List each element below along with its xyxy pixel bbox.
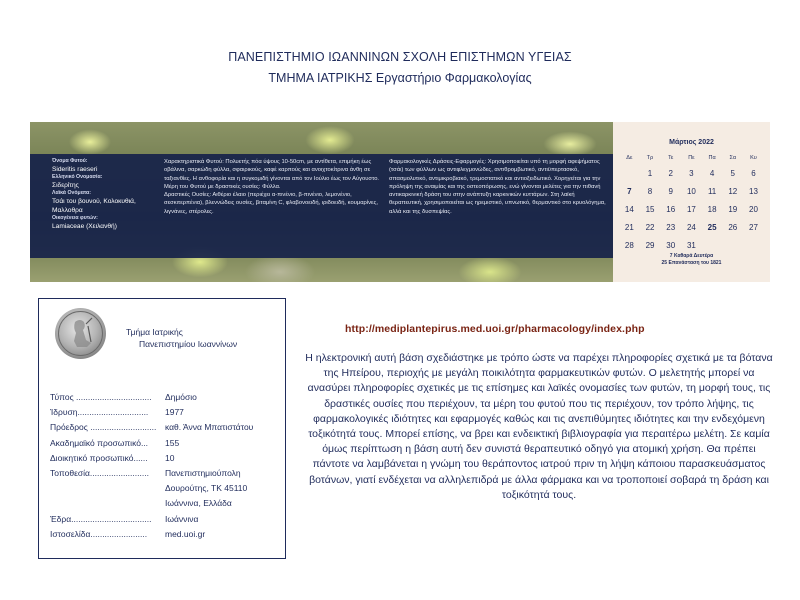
calendar-day: 29 (645, 240, 655, 250)
calendar-day: 26 (728, 222, 738, 232)
calendar-grid (619, 152, 764, 254)
calendar-day: 30 (666, 240, 676, 250)
calendar-day: 20 (749, 204, 758, 214)
weekday-tue: Τρ (646, 155, 654, 161)
calendar-day: 6 (751, 168, 756, 178)
calendar (613, 122, 770, 282)
department-title: ΤΜΗΜΑ ΙΑΤΡΙΚΗΣ Εργαστήριο Φαρμακολογίας (268, 71, 532, 85)
calendar-holiday-notes (613, 253, 770, 267)
info-key: Έδρα.................................. (50, 513, 152, 524)
greek-name-label: Ελληνικό Ονομασία: (52, 174, 103, 180)
characteristics-text: Χαρακτηριστικά Φυτού: Πολυετής πόα ύψους 10-50cm, με αντίθετα, επιμήκη έως οβάλινα, σαρκώδη φύλλα, σφαιρικούς, καφέ καρπούς και ανοιχτοκίτρινα άνθη σε ταξιανθίες. Η ανθοφορία και η συγκομιδή γίνονται από τον Ιούλιο έως τον Αύγουστο. (164, 159, 380, 182)
calendar-day: 4 (709, 168, 715, 178)
calendar-day: 21 (624, 222, 634, 232)
calendar-day: 8 (647, 186, 653, 196)
weekday-mon: Δε (626, 155, 633, 161)
calendar-day: 28 (624, 240, 634, 250)
university-title: ΠΑΝΕΠΙΣΤΗΜΙΟ ΙΩΑΝΝΙΝΩΝ ΣΧΟΛΗ ΕΠΙΣΤΗΜΩΝ ΥΓΕΙΑΣ (228, 50, 572, 64)
weekday-sat: Σα (729, 155, 737, 161)
calendar-week (619, 182, 764, 200)
holiday-note: 25 Επανάσταση του 1821 (661, 260, 722, 266)
active-substances-text: Δραστικές Ουσίες: Αιθέριο έλαιο (περιέχει α-πινένιο, β-πινένιο, λεμονένιο, σεσκιτερπένια), βλεννώδεις ουσίες, βιταμίνη C, φλαβονοειδή, ιριδοειδή, κουμαρίνες, λιγνάνες, στέρολες. (164, 192, 379, 215)
info-value: 155 (165, 437, 180, 448)
info-value: Δημόσιο (165, 392, 197, 402)
info-list (50, 390, 282, 542)
calendar-day: 25 (707, 222, 717, 232)
info-value: καθ. Άννα Μπατιστάτου (165, 422, 254, 433)
info-row-academic-staff (50, 436, 282, 451)
family-value: Lamiaceae (Χειλανθή) (52, 223, 117, 230)
family-label: Οικογένεια φυτών: (52, 215, 98, 221)
database-url-link[interactable]: http://mediplantepirus.med.uoi.gr/pharmacology/index.php (345, 323, 645, 335)
calendar-day: 3 (689, 168, 694, 178)
calendar-day: 18 (707, 204, 717, 214)
active-parts-text: Μέρη του Φυτού με δραστικές ουσίες: Φύλλα. (164, 183, 281, 190)
institution-line2: Πανεπιστημίου Ιωαννίνων (139, 339, 238, 349)
info-row-chair (50, 420, 282, 435)
page-header (0, 50, 800, 85)
holiday-note: 7 Καθαρά Δευτέρα (669, 253, 714, 259)
calendar-day: 27 (749, 222, 758, 232)
university-coin-logo (55, 308, 106, 359)
department-info-box (38, 298, 286, 559)
greek-name-value: Σιδερίτης (52, 182, 79, 189)
calendar-day: 10 (686, 186, 696, 196)
calendar-day: 23 (666, 222, 676, 232)
seated-figure-icon (55, 308, 106, 359)
plant-photo-banner (30, 122, 613, 282)
calendar-weekday-row (619, 152, 764, 164)
info-value: 10 (165, 452, 175, 463)
plant-characteristics-column (164, 158, 386, 216)
info-key: Ίδρυση.............................. (50, 407, 149, 418)
info-value: 1977 (165, 407, 184, 418)
calendar-day: 11 (707, 186, 717, 196)
plant-names-column (52, 158, 160, 231)
calendar-day: 17 (686, 204, 696, 214)
database-description: Η ηλεκτρονική αυτή βάση σχεδιάστηκε με τρόπο ώστε να παρέχει πληροφορίες σχετικά με τα βότανα της Ηπείρου, περιοχής με μεγάλη ποικιλότητα φαρμακευτικών φυτών. Ο μελετητής μπορεί να ανασύρει πληροφορίες σχετικές με τις επίσημες και λαϊκές ονομασίες των φυτών, τη μορφή τους, τις δραστικές ουσίες που περιέχουν, τα μέρη του φυτού που τις περιέχουν, τον τρόπο λήψης, τις φαρμακολογικές ιδιότητες και εφαρμογές καθώς και τις ανεπιθύμητες ιδιότητες και την ενδεχόμενη τοξικότητά τους. Μπορεί επίσης, να βρει και ενδεικτική βιβλιογραφία για περαιτέρω μελέτη. Σε καμία όμως περίπτωση η βάση αυτή δεν συνιστά θεραπευτικό οδηγό για ατομική χρήση. Θα πρέπει πάντοτε να λαμβάνεται η γνώμη του θεράποντος ιατρού πριν τη λήψη κάποιου παρασκευάσματος βοτάνων, γιατί ενδέχεται να αλληλεπιδρά με άλλα φάρμακα και να τροποποιεί σοβαρά τη δράση και τοξικότητά τους. (305, 352, 773, 501)
info-value: Ιωάννινα (165, 513, 199, 524)
info-value: Δουρούτης, ΤΚ 45110 (165, 483, 248, 494)
weekday-thu: Πε (688, 155, 695, 161)
calendar-day: 7 (627, 186, 632, 196)
info-row-seat (50, 512, 282, 527)
calendar-day: 22 (645, 222, 655, 232)
institution-name (117, 326, 285, 350)
weekday-sun: Κυ (750, 155, 757, 161)
calendar-day: 14 (624, 204, 634, 214)
info-key: Ιστοσελίδα........................ (50, 528, 148, 539)
calendar-day: 9 (668, 186, 673, 196)
info-row-admin-staff (50, 451, 282, 466)
calendar-day: 13 (749, 186, 758, 196)
pharmacology-column (389, 158, 607, 216)
calendar-week (619, 236, 764, 254)
calendar-day: 2 (668, 168, 673, 178)
weekday-fri: Πα (708, 155, 716, 161)
info-value: med.uoi.gr (165, 528, 206, 539)
info-row-location (50, 466, 282, 481)
calendar-day: 16 (666, 204, 676, 214)
info-key: Πρόεδρος ............................ (50, 422, 157, 433)
pharmacology-text: Φαρμακολογικές Δράσεις-Εφαρμογές: Χρησιμοποιείται υπό τη μορφή αφεψήματος (τσάι) των φύλλων ως αντιφλεγμονώδες, αντιθρομβωτικό, αντιϋπερτασικό, σπασμολυτικό, αντιμικροβιακό, τρεμοστατικό και αντιοξειδωτικό. Χορηγείται για την πρόληψη της αναιμίας και της οστεοπόρωσης, ενώ γίνονται μελέτες για την πιθανή αντικαρκινική δράση του στην ανάπτυξη καρκινικών κυττάρων. Στη λαϊκή θεραπευτική, χρησιμοποιείται ως ηρεμιστικό, υπνωτικό, θερμαντικό στο κρυολόγημα, αλλά και της δυσπεψίας. (389, 159, 606, 215)
info-value: Πανεπιστημιούπολη (165, 468, 241, 479)
folk-names-value: Τσάι του βουνού, Κολοκυθιά, Μαλλοθρα (52, 198, 136, 214)
calendar-day: 12 (728, 186, 738, 196)
calendar-day: 15 (645, 204, 655, 214)
calendar-day: 19 (728, 204, 738, 214)
calendar-day: 1 (647, 168, 653, 178)
calendar-week (619, 164, 764, 182)
info-row-founded (50, 405, 282, 420)
plant-name-label: Όνομα Φυτού: (52, 158, 88, 164)
plant-name-value: Sideritis raeseri (52, 166, 98, 173)
info-value: Ιωάννινα, Ελλάδα (165, 498, 232, 509)
calendar-week (619, 218, 764, 236)
calendar-day: 5 (730, 168, 735, 178)
info-row-website (50, 527, 282, 542)
calendar-title: Μάρτιος 2022 (669, 139, 714, 146)
info-row-location-line3 (50, 496, 282, 511)
institution-line1: Τμήμα Ιατρικής (126, 327, 183, 337)
info-key: Ακαδημαϊκό προσωπικό... (50, 437, 149, 448)
weekday-wed: Τε (668, 155, 674, 161)
calendar-day: 31 (686, 240, 696, 250)
info-key: Διοικητικό προσωπικό...... (50, 452, 148, 463)
folk-names-label: Λαϊκά Ονόματα: (52, 190, 91, 196)
calendar-day: 24 (686, 222, 696, 232)
info-row-location-line2 (50, 481, 282, 496)
calendar-week (619, 200, 764, 218)
info-row-type (50, 390, 282, 405)
info-key: Τύπος ................................ (50, 392, 152, 402)
info-key: Τοποθεσία......................... (50, 468, 149, 479)
